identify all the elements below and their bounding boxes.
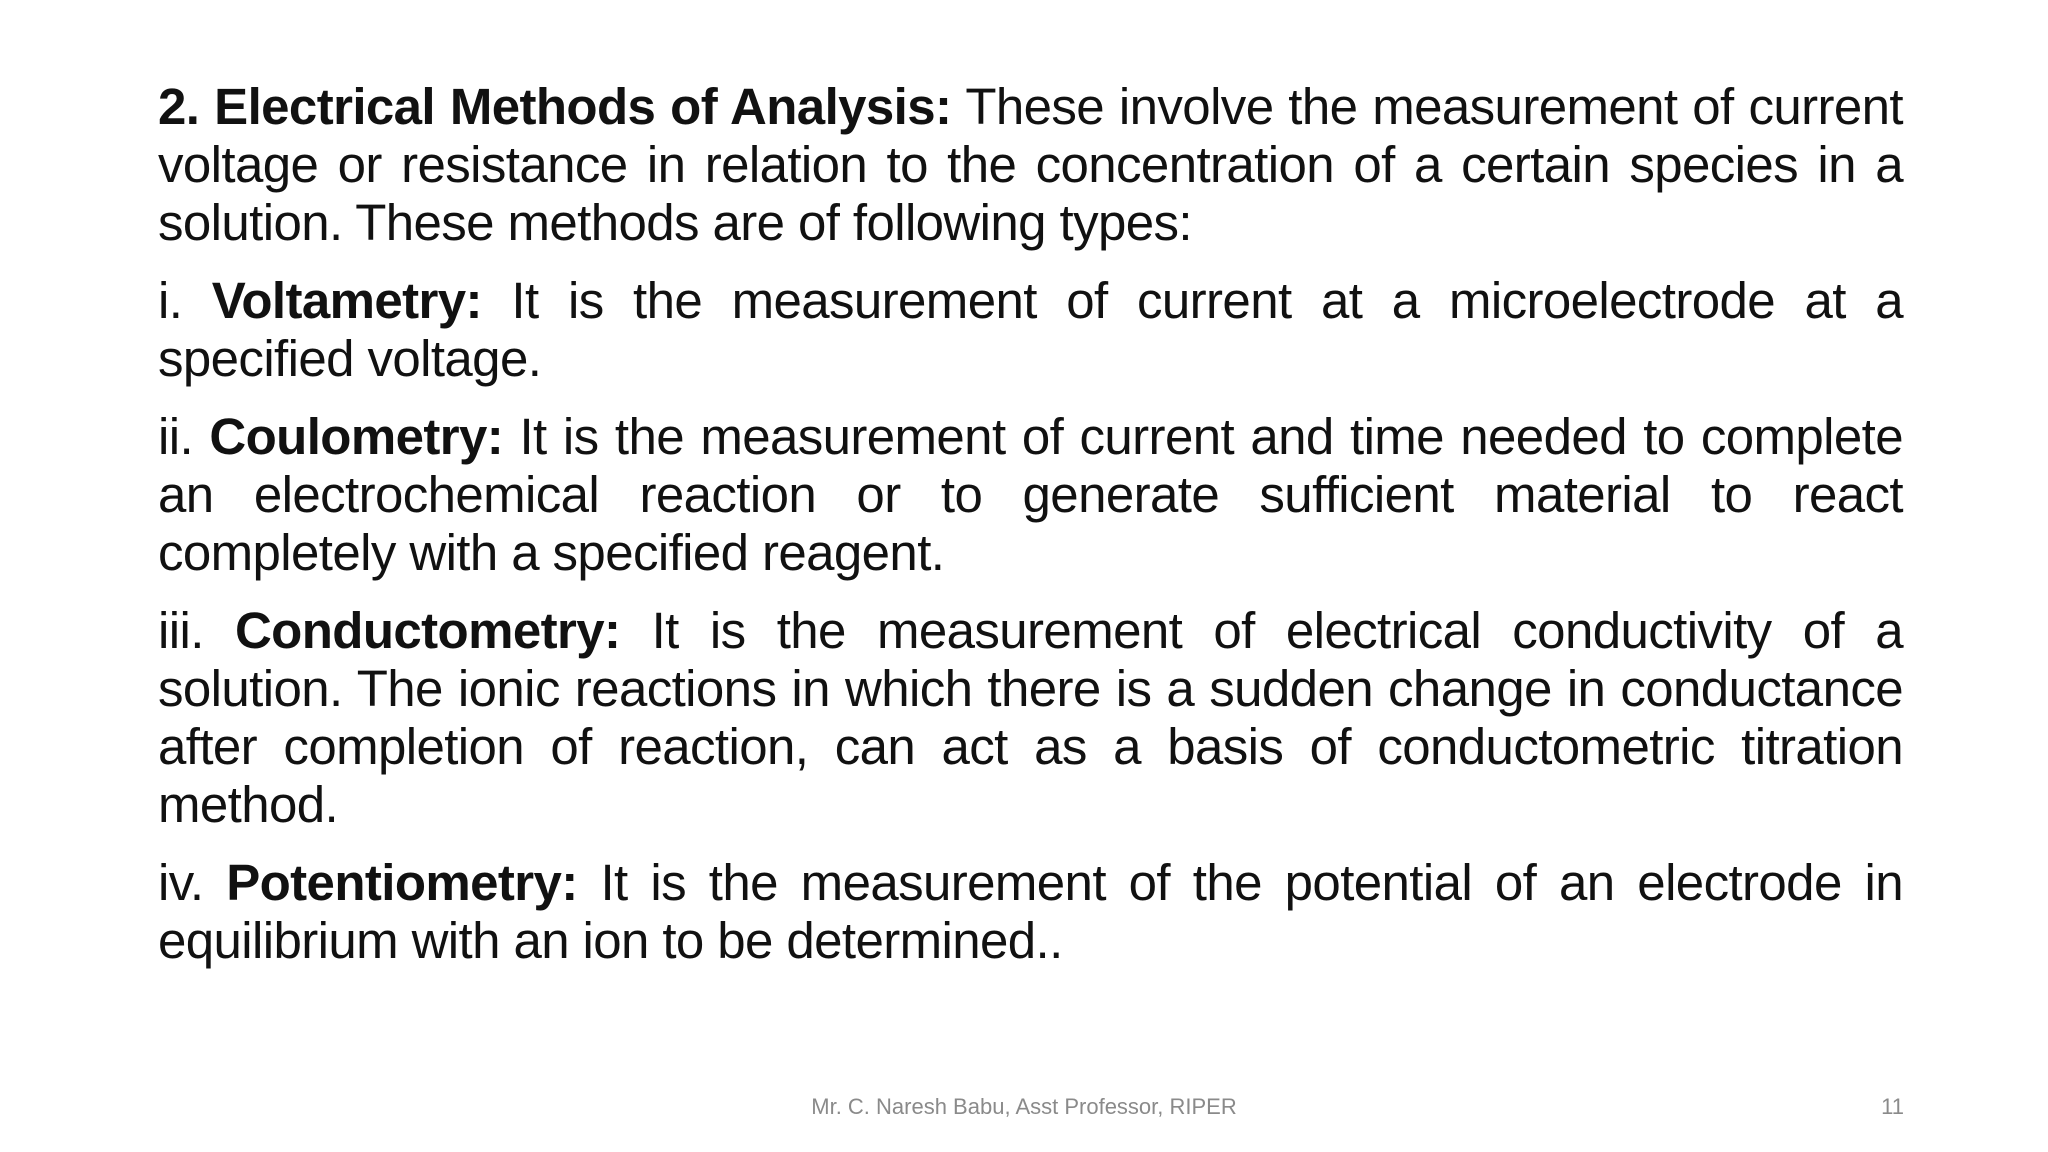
method-numeral: iv. xyxy=(158,854,227,911)
method-definition: It is the measurement of electrical conductivity of a solution. The ionic reactions in which there is a sudden change in conductance after completion of reaction, can act as a basis of conductometric titration method. xyxy=(158,602,1903,833)
method-term: Conductometry: xyxy=(234,602,621,659)
method-term: Potentiometry: xyxy=(226,854,578,911)
method-coulometry xyxy=(158,408,1903,582)
method-potentiometry xyxy=(158,854,1903,970)
intro-text: These involve the measurement of current voltage or resistance in relation to the concentration of a certain species in a solution. These methods are of following types: xyxy=(158,78,1904,251)
method-term: Coulometry: xyxy=(209,408,504,465)
intro-paragraph xyxy=(158,78,1903,252)
method-numeral: iii. xyxy=(158,602,235,659)
page-number: 11 xyxy=(1881,1094,1904,1119)
method-term: Voltametry: xyxy=(211,272,482,329)
slide-content xyxy=(158,78,1903,990)
method-voltametry xyxy=(158,272,1903,388)
method-numeral: i. xyxy=(158,272,212,329)
section-heading: 2. Electrical Methods of Analysis: xyxy=(158,78,952,135)
method-definition: It is the measurement of current at a microelectrode at a specified voltage. xyxy=(158,272,1904,387)
method-conductometry xyxy=(158,602,1903,834)
footer-author: Mr. C. Naresh Babu, Asst Professor, RIPER xyxy=(811,1094,1237,1119)
method-definition: It is the measurement of current and time needed to complete an electrochemical reaction or to generate sufficient material to react completely with a specified reagent. xyxy=(158,408,1903,581)
method-definition: It is the measurement of the potential of an electrode in equilibrium with an ion to be determined.. xyxy=(158,854,1903,969)
method-numeral: ii. xyxy=(158,408,210,465)
